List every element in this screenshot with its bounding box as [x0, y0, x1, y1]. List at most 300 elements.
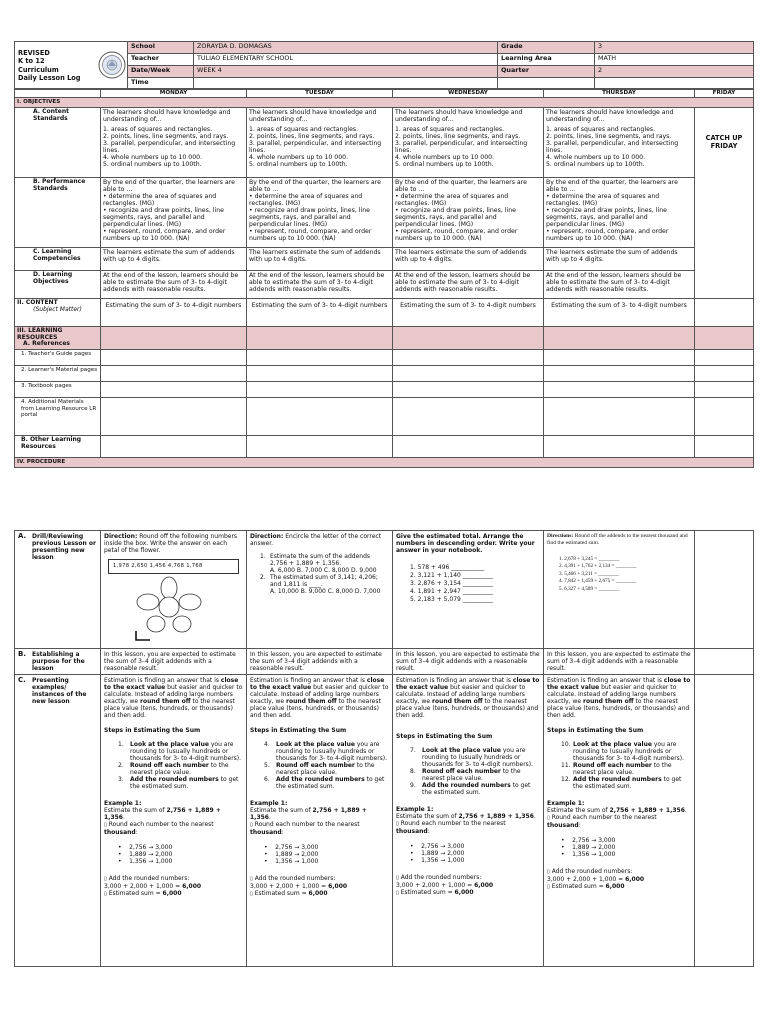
header-table	[14, 41, 754, 90]
text-span: 2,756 → 3,000	[572, 837, 616, 844]
text-span: :	[578, 822, 581, 829]
rounded-list	[250, 844, 389, 865]
standard-item: 3. parallel, perpendicular, and intersecting lines.	[249, 139, 382, 154]
empty-cell	[393, 398, 544, 436]
text-span: Round each number to the nearest	[108, 821, 214, 828]
text-span: Estimation is finding an answer that is	[250, 677, 367, 684]
round-instruction: ▯ Round each number to the nearest thousand:	[250, 821, 360, 836]
estimation-intro	[396, 677, 540, 719]
other-resources-label: B. Other Learning Resources	[15, 436, 101, 458]
flower-icon	[124, 576, 214, 642]
empty-cell	[101, 350, 247, 366]
rounded-item: • 1,889 → 2,000	[410, 850, 465, 857]
performance-standards-thursday	[544, 177, 695, 247]
learning-objectives-thursday: At the end of the lesson, learners should be able to estimate the sum of 3- to 4-digit addends with reasonable results.	[544, 270, 695, 298]
text-span: to the nearest place value.	[276, 762, 375, 776]
text-span: Round off each number	[422, 768, 501, 775]
examples-label: Presenting examples/ instances of the new lesson	[32, 677, 87, 705]
day-header-monday: MONDAY	[101, 89, 247, 98]
standard-item: 1. areas of squares and rectangles.	[395, 125, 505, 133]
text-span: 6,000	[605, 883, 625, 890]
example-title: Example 1:	[104, 800, 142, 807]
content-label: II. CONTENT	[17, 298, 58, 306]
text-span: :	[135, 829, 138, 836]
exercise-item: 2. 4,391 + 1,762 + 2,134 = ________	[559, 563, 637, 570]
empty-cell	[544, 350, 695, 366]
text-span: Add the rounded numbers	[130, 776, 219, 783]
teacher-value: TULIAO ELEMENTARY SCHOOL	[194, 54, 498, 66]
drill-friday	[695, 531, 754, 649]
standard-item: 5. ordinal numbers up to 100th.	[546, 160, 645, 168]
intro-text: By the end of the quarter, the learners are able to ...	[395, 178, 527, 193]
content-standards-tuesday	[247, 107, 393, 177]
text-span: Look at the place value	[573, 741, 652, 748]
text-span: but easier and quicker to calculate. Instead of adding large numbers exactly, we	[396, 684, 526, 705]
example-text	[104, 807, 243, 821]
exercise-item: 3. 5,466 + 3,211 = ________	[559, 570, 620, 577]
exercise-item: 5. 6,327 + 4,589 = ________	[559, 585, 620, 592]
competencies-thursday: The learners estimate the sum of addends with up to 4 digits.	[544, 247, 695, 270]
round-instruction: ▯ Round each number to the nearest thousand:	[104, 821, 214, 836]
time-label: Time	[128, 78, 194, 90]
text-span: Round off each number	[130, 762, 209, 769]
text-span: round them off	[140, 698, 191, 705]
competencies-monday: The learners estimate the sum of addends with up to 4 digits.	[101, 247, 247, 270]
text-span: Add the rounded numbers:	[551, 868, 633, 875]
competencies-wednesday: The learners estimate the sum of addends with up to 4 digits.	[393, 247, 544, 270]
text-span: 2,756 + 1,889 + 1,356	[104, 807, 221, 821]
text-span: Look at the place value	[422, 747, 501, 754]
empty-cell	[247, 398, 393, 436]
numbers-box: 1,978 2,650 1,456 4,768 1,768	[108, 559, 239, 574]
text-span: 1,889 → 2,000	[129, 851, 173, 858]
text-span: you are rounding to (usually hundreds or thousands for 3- to 4-digit numbers).	[422, 747, 534, 768]
purpose-label: Establishing a purpose for the lesson	[32, 651, 85, 672]
text-span: thousand	[396, 828, 428, 835]
empty-cell	[393, 350, 544, 366]
performance-standards-monday	[101, 177, 247, 247]
exercise-item: 3. 2,876 + 3,154 __________	[410, 580, 493, 587]
procedure-heading: IV. PROCEDURE	[15, 458, 754, 467]
purpose-label-cell	[15, 649, 101, 675]
empty-cell	[101, 398, 247, 436]
text-span: 2,756 → 3,000	[129, 844, 173, 851]
estimation-intro	[250, 677, 389, 719]
rounded-list	[104, 844, 243, 865]
text-span: Estimate the sum of	[250, 807, 313, 814]
direction-text: Give the estimated total. Arrange the numbers in descending order. Write your answer in your notebook.	[396, 533, 535, 554]
intro-text: By the end of the quarter, the learners are able to ...	[546, 178, 678, 193]
text-span: thousand	[547, 822, 579, 829]
steps-title: Steps in Estimating the Sum	[104, 727, 201, 734]
rounded-item: • 1,356 → 1,000	[410, 857, 465, 864]
standard-item: 2. points, lines, line segments, and rays.	[395, 132, 521, 140]
standard-item: 5. ordinal numbers up to 100th.	[249, 160, 348, 168]
content-standards-thursday	[544, 107, 695, 177]
standard-item: • represent, round, compare, and order numbers up to 10 000. (NA)	[249, 227, 372, 242]
text-span: Estimated sum =	[108, 890, 163, 897]
text-span: Round each number to the nearest	[400, 820, 506, 827]
text-span: Round each number to the nearest	[551, 814, 657, 821]
text-span: round them off	[432, 698, 483, 705]
rounded-list	[547, 837, 691, 858]
step-item: 1. Look at the place value you are rounding to (usually hundreds or thousands for 3- to 4-digit numbers).	[118, 741, 242, 762]
standard-item: 5. ordinal numbers up to 100th.	[103, 160, 202, 168]
school-value: ZORAYDA D. DOMAGAS	[194, 42, 498, 54]
examples-label-cell	[15, 675, 101, 967]
example-title: Example 1:	[250, 800, 288, 807]
procedure-table	[14, 530, 754, 967]
steps-list	[396, 747, 540, 796]
text-span: round them off	[583, 698, 634, 705]
text-span: close to the exact value	[104, 677, 239, 691]
step-item: 3. Add the rounded numbers to get the estimated sum.	[118, 776, 239, 790]
rounded-item: • 1,356 → 1,000	[118, 858, 173, 865]
title-line: REVISED	[18, 48, 50, 57]
text-span: Estimate the sum of	[396, 813, 459, 820]
standard-item: 5. ordinal numbers up to 100th.	[395, 160, 494, 168]
purpose-thursday: In this lesson, you are expected to estimate the sum of 3–4 digit addends with a reasonable result.	[544, 649, 695, 675]
lesson-log-table	[14, 88, 754, 468]
example-title: Example 1:	[396, 806, 434, 813]
text-span: 1,356 → 1,000	[572, 851, 616, 858]
text-span: to get the estimated sum.	[276, 776, 385, 790]
text-span: close to the exact value	[547, 677, 691, 691]
estimated-sum: ▯ Estimated sum = 6,000	[104, 890, 182, 897]
text-span: Round off each number	[276, 762, 355, 769]
day-header-friday: FRIDAY	[695, 89, 754, 98]
text-span: 2,756 + 1,889 + 1,356	[458, 813, 534, 820]
step-item: 9. Add the rounded numbers to get the estimated sum.	[410, 782, 531, 796]
text-span: round them off	[286, 698, 337, 705]
text-span: Estimated sum =	[551, 883, 606, 890]
text-span: 2,756 + 1,889 + 1,356	[250, 807, 367, 821]
text-span: .	[268, 814, 271, 821]
example-text	[396, 813, 540, 820]
step-item: 5. Round off each number to the nearest place value.	[264, 762, 375, 776]
round-instruction: ▯ Round each number to the nearest thousand:	[547, 814, 657, 829]
question-2: The estimated sum of 3,141; 4,206; and 1,811 is ____.	[270, 574, 378, 588]
step-item: 4. Look at the place value you are rounding to (usually hundreds or thousands for 3- to 4-digit numbers).	[264, 741, 388, 762]
empty-cell	[695, 382, 754, 398]
text-span: Add the rounded numbers:	[254, 875, 336, 882]
steps-title: Steps in Estimating the Sum	[396, 733, 493, 740]
day-header-thursday: THURSDAY	[544, 89, 695, 98]
step-item: 10. Look at the place value you are rounding to (usually hundreds or thousands for 3- to 4-digit numbers).	[561, 741, 685, 762]
add-equation	[250, 883, 389, 890]
text-span: to the nearest place value.	[130, 762, 229, 776]
intro-text: The learners should have knowledge and understanding of...	[103, 108, 231, 123]
empty-cell	[393, 382, 544, 398]
resources-label-cell	[15, 326, 101, 349]
step-item: 6. Add the rounded numbers to get the estimated sum.	[264, 776, 385, 790]
text-span: Estimation is finding an answer that is	[547, 677, 664, 684]
steps-list	[547, 741, 691, 790]
text-span: thousand	[104, 829, 136, 836]
text-span: Round off each number	[573, 762, 652, 769]
objectives-block	[14, 88, 753, 468]
learning-area-label: Learning Area	[498, 54, 595, 66]
steps-list	[104, 741, 243, 790]
text-span: close to the exact value	[396, 677, 540, 691]
content-wednesday: Estimating the sum of 3- to 4-digit numbers	[393, 298, 544, 326]
text-span: :	[281, 829, 284, 836]
deped-seal-icon	[98, 51, 126, 79]
school-label: School	[128, 42, 194, 54]
direction-text: Round off the addends to the nearest thousand and find the estimated sum.	[547, 533, 688, 546]
text-span: to the nearest place value (tens, hundreds, or thousands) and then add.	[547, 698, 690, 719]
empty-cell	[393, 366, 544, 382]
text-span: you are rounding to (usually hundreds or thousands for 3- to 4-digit numbers).	[276, 741, 388, 762]
content-sublabel: (Subject Matter)	[33, 305, 82, 313]
step-item: 8. Round off each number to the nearest place value.	[410, 768, 521, 782]
learning-objectives-label: D. Learning Objectives	[15, 270, 101, 298]
objectives-heading: I. OBJECTIVES	[15, 98, 754, 107]
empty-cell	[247, 350, 393, 366]
resources-monday	[101, 326, 247, 349]
text-span: but easier and quicker to calculate. Instead of adding large numbers exactly, we	[104, 684, 243, 705]
text-span: you are rounding to (usually hundreds or thousands for 3- to 4-digit numbers).	[130, 741, 242, 762]
add-instruction: ▯ Add the rounded numbers:	[104, 875, 190, 882]
standard-item: • determine the area of squares and rectangles. (MG)	[546, 192, 660, 207]
standard-item: • recognize and draw points, lines, line segments, rays, and parallel and perpendicular lines. (MG)	[395, 206, 516, 228]
text-span: you are rounding to (usually hundreds or thousands for 3- to 4-digit numbers).	[573, 741, 685, 762]
standard-item: 1. areas of squares and rectangles.	[103, 125, 213, 133]
exercise-item: 4. 1,891 + 2,947 __________	[410, 588, 493, 595]
content-standards-monday	[101, 107, 247, 177]
add-equation	[104, 883, 243, 890]
empty-cell	[544, 436, 695, 458]
text-span: 3,000 + 2,000 + 1,000 =	[250, 883, 329, 890]
empty-cell	[247, 436, 393, 458]
text-span: to get the estimated sum.	[130, 776, 239, 790]
performance-standards-tuesday	[247, 177, 393, 247]
exercise-item: 1. 578 + 496 ___________	[410, 564, 485, 571]
standard-item: • determine the area of squares and rectangles. (MG)	[249, 192, 363, 207]
rounded-item: • 2,756 → 3,000	[118, 844, 173, 851]
text-span: 6,000	[454, 889, 474, 896]
add-equation	[547, 876, 691, 883]
content-monday: Estimating the sum of 3- to 4-digit numbers	[101, 298, 247, 326]
text-span: 1,356 → 1,000	[275, 858, 319, 865]
text-span: .	[122, 814, 125, 821]
text-span: to the nearest place value (tens, hundreds, or thousands) and then add.	[250, 698, 381, 719]
empty-cell	[695, 350, 754, 366]
standard-item: 4. whole numbers up to 10 000.	[249, 153, 349, 161]
step-item: 2. Round off each number to the nearest place value.	[118, 762, 229, 776]
text-span: 6,000	[625, 876, 645, 883]
standard-item: 4. whole numbers up to 10 000.	[103, 153, 203, 161]
drill-thursday	[544, 531, 695, 649]
standard-item: 1. areas of squares and rectangles.	[249, 125, 359, 133]
title-line: K to 12	[18, 57, 45, 65]
empty-cell	[247, 366, 393, 382]
text-span: to the nearest place value.	[573, 762, 672, 776]
text-span: Add the rounded numbers	[276, 776, 365, 783]
add-instruction: ▯ Add the rounded numbers:	[547, 868, 633, 875]
direction-bold: Direction:	[104, 533, 138, 540]
empty-cell	[247, 382, 393, 398]
rounded-list	[396, 843, 540, 864]
question-1-options: A. 6,000 B. 7,000 C. 8,000 D. 9,000	[270, 567, 377, 574]
text-span: but easier and quicker to calculate. Instead of adding large numbers exactly, we	[547, 684, 677, 705]
estimation-intro	[547, 677, 691, 719]
examples-letter: C.	[18, 676, 26, 684]
intro-text: The learners should have knowledge and understanding of...	[395, 108, 523, 123]
drill-tuesday: Direction: Encircle the letter of the correct answer. 1. Estimate the sum of the addends 2,756 + 1,889 + 1,356. A. 6,000 B. 7,000 C. 8,000 D. 9,000 2. The estimated sum of 3,141; 4,206; and 1,811 is ____. A. 10,000 B. 9,000 C. 8,000 D. 7,000	[247, 531, 393, 649]
exercise-item: 2. 3,121 + 1,140 __________	[410, 572, 493, 579]
text-span: Estimation is finding an answer that is	[396, 677, 513, 684]
rounded-item: • 1,889 → 2,000	[264, 851, 319, 858]
text-span: 3,000 + 2,000 + 1,000 =	[547, 876, 626, 883]
standard-item: 2. points, lines, line segments, and rays.	[249, 132, 375, 140]
rounded-item: • 1,356 → 1,000	[264, 858, 319, 865]
standard-item: 2. points, lines, line segments, and rays.	[546, 132, 672, 140]
text-span: to the nearest place value (tens, hundreds, or thousands) and then add.	[104, 698, 235, 719]
empty-cell	[695, 398, 754, 436]
grade-value: 3	[595, 42, 754, 54]
text-span: Estimation is finding an answer that is	[104, 677, 221, 684]
purpose-friday	[695, 649, 754, 675]
estimated-sum: ▯ Estimated sum = 6,000	[396, 889, 474, 896]
catch-up-friday: CATCH UP FRIDAY	[695, 107, 754, 298]
standard-item: 3. parallel, perpendicular, and intersecting lines.	[103, 139, 236, 154]
add-instruction: ▯ Add the rounded numbers:	[250, 875, 336, 882]
example-text	[250, 807, 389, 821]
question-1: Estimate the sum of the addends 2,756 + 1,889 + 1,356.	[270, 553, 371, 567]
standard-item: 1. areas of squares and rectangles.	[546, 125, 656, 133]
text-span: Round each number to the nearest	[254, 821, 360, 828]
text-span: 1,889 → 2,000	[572, 844, 616, 851]
content-label-cell	[15, 298, 101, 326]
title-line: Curriculum	[18, 65, 59, 74]
day-header-tuesday: TUESDAY	[247, 89, 393, 98]
rounded-item: • 2,756 → 3,000	[410, 843, 465, 850]
drill-label: Drill/Reviewing previous Lesson or presenting new lesson	[32, 533, 96, 561]
standard-item: • recognize and draw points, lines, line segments, rays, and parallel and perpendicular lines. (MG)	[249, 206, 370, 228]
text-span: 3,000 + 2,000 + 1,000 =	[396, 882, 475, 889]
text-span: 3,000 + 2,000 + 1,000 =	[104, 883, 183, 890]
textbook-pages-label: 3. Textbook pages	[15, 382, 101, 398]
text-span: Estimate the sum of	[547, 807, 610, 814]
rounded-item: • 1,889 → 2,000	[561, 844, 616, 851]
text-span: Add the rounded numbers:	[400, 874, 482, 881]
teachers-guide-label: 1. Teacher's Guide pages	[15, 350, 101, 366]
day-header-blank	[15, 89, 101, 98]
text-span: 1,356 → 1,000	[421, 857, 465, 864]
text-span: Estimated sum =	[254, 890, 309, 897]
empty-cell	[544, 398, 695, 436]
rounded-item: • 1,889 → 2,000	[118, 851, 173, 858]
deped-seal-cell	[98, 42, 128, 90]
example-text	[547, 807, 691, 814]
estimated-sum: ▯ Estimated sum = 6,000	[547, 883, 625, 890]
text-span: :	[427, 828, 430, 835]
standard-item: • represent, round, compare, and order numbers up to 10 000. (NA)	[546, 227, 669, 242]
standard-item: • determine the area of squares and rectangles. (MG)	[103, 192, 217, 207]
text-span: Estimated sum =	[400, 889, 455, 896]
resources-tuesday	[247, 326, 393, 349]
empty-cell	[101, 366, 247, 382]
title-line: Daily Lesson Log	[18, 74, 81, 82]
steps-title: Steps in Estimating the Sum	[547, 727, 644, 734]
rounded-item: • 1,356 → 1,000	[561, 851, 616, 858]
text-span: 2,756 → 3,000	[275, 844, 319, 851]
standard-item: 3. parallel, perpendicular, and intersecting lines.	[395, 139, 528, 154]
empty-cell	[695, 436, 754, 458]
direction-text: Round off the following numbers inside the box. Write the answer on each petal of the flower.	[104, 533, 238, 554]
date-week-value: WEEK 4	[194, 66, 498, 78]
steps-list	[250, 741, 389, 790]
exercise-item: 1. 2,678 + 3,245 = ________	[559, 556, 620, 562]
competencies-label: C. Learning Competencies	[15, 247, 101, 270]
empty-cell	[101, 436, 247, 458]
text-span: 2,756 + 1,889 + 1,356	[609, 807, 685, 814]
drill-monday	[101, 531, 247, 649]
direction-bold: Direction:	[250, 533, 284, 540]
standard-item: 2. points, lines, line segments, and rays.	[103, 132, 229, 140]
add-equation	[396, 882, 540, 889]
resources-wednesday	[393, 326, 544, 349]
performance-standards-label: B. Performance Standards	[15, 177, 101, 247]
text-span: .	[533, 813, 536, 820]
empty-cell	[101, 382, 247, 398]
quarter-value: 2	[595, 66, 754, 78]
text-span: 6,000	[182, 883, 202, 890]
standard-item: 4. whole numbers up to 10 000.	[395, 153, 495, 161]
intro-text: The learners should have knowledge and understanding of...	[546, 108, 674, 123]
examples-friday	[695, 675, 754, 967]
resources-label: III. LEARNING RESOURCES	[17, 326, 63, 341]
steps-title: Steps in Estimating the Sum	[250, 727, 347, 734]
performance-standards-wednesday	[393, 177, 544, 247]
text-span: Add the rounded numbers	[573, 776, 662, 783]
content-thursday: Estimating the sum of 3- to 4-digit numbers	[544, 298, 695, 326]
intro-text: By the end of the quarter, the learners are able to ...	[249, 178, 381, 193]
additional-materials-label: 4. Additional Materials from Learning Resource LR portal	[15, 398, 101, 436]
resources-friday	[695, 326, 754, 349]
standard-item: • determine the area of squares and rectangles. (MG)	[395, 192, 509, 207]
direction-text: Encircle the letter of the correct answer.	[250, 533, 382, 547]
learning-objectives-monday: At the end of the lesson, learners should be able to estimate the sum of 3- to 4-digit addends with reasonable results.	[101, 270, 247, 298]
text-span: to get the estimated sum.	[422, 782, 531, 796]
rounded-item: • 2,756 → 3,000	[264, 844, 319, 851]
text-span: to get the estimated sum.	[573, 776, 682, 790]
standard-item: • recognize and draw points, lines, line segments, rays, and parallel and perpendicular lines. (MG)	[546, 206, 667, 228]
round-instruction: ▯ Round each number to the nearest thousand:	[396, 820, 506, 835]
day-header-wednesday: WEDNESDAY	[393, 89, 544, 98]
purpose-tuesday: In this lesson, you are expected to estimate the sum of 3–4 digit addends with a reasonable result.	[247, 649, 393, 675]
content-friday	[695, 298, 754, 326]
examples-tuesday	[247, 675, 393, 967]
learning-area-value: MATH	[595, 54, 754, 66]
purpose-letter: B.	[18, 650, 26, 658]
standard-item: 3. parallel, perpendicular, and intersecting lines.	[546, 139, 679, 154]
question-2-options: A. 10,000 B. 9,000 C. 8,000 D. 7,000	[270, 588, 381, 595]
learners-material-label: 2. Learner's Material pages	[15, 366, 101, 382]
drill-label-cell	[15, 531, 101, 649]
text-span: 6,000	[474, 882, 494, 889]
examples-wednesday	[393, 675, 544, 967]
text-span: 1,356 → 1,000	[129, 858, 173, 865]
text-span: Look at the place value	[276, 741, 355, 748]
references-label: A. References	[23, 340, 70, 348]
resources-thursday	[544, 326, 695, 349]
procedure-block	[14, 530, 753, 967]
exercise-item: 4. 7,842 + 1,459 + 2,675 = ________	[559, 578, 637, 585]
intro-text: By the end of the quarter, the learners are able to ...	[103, 178, 235, 193]
date-week-label: Date/Week	[128, 66, 194, 78]
